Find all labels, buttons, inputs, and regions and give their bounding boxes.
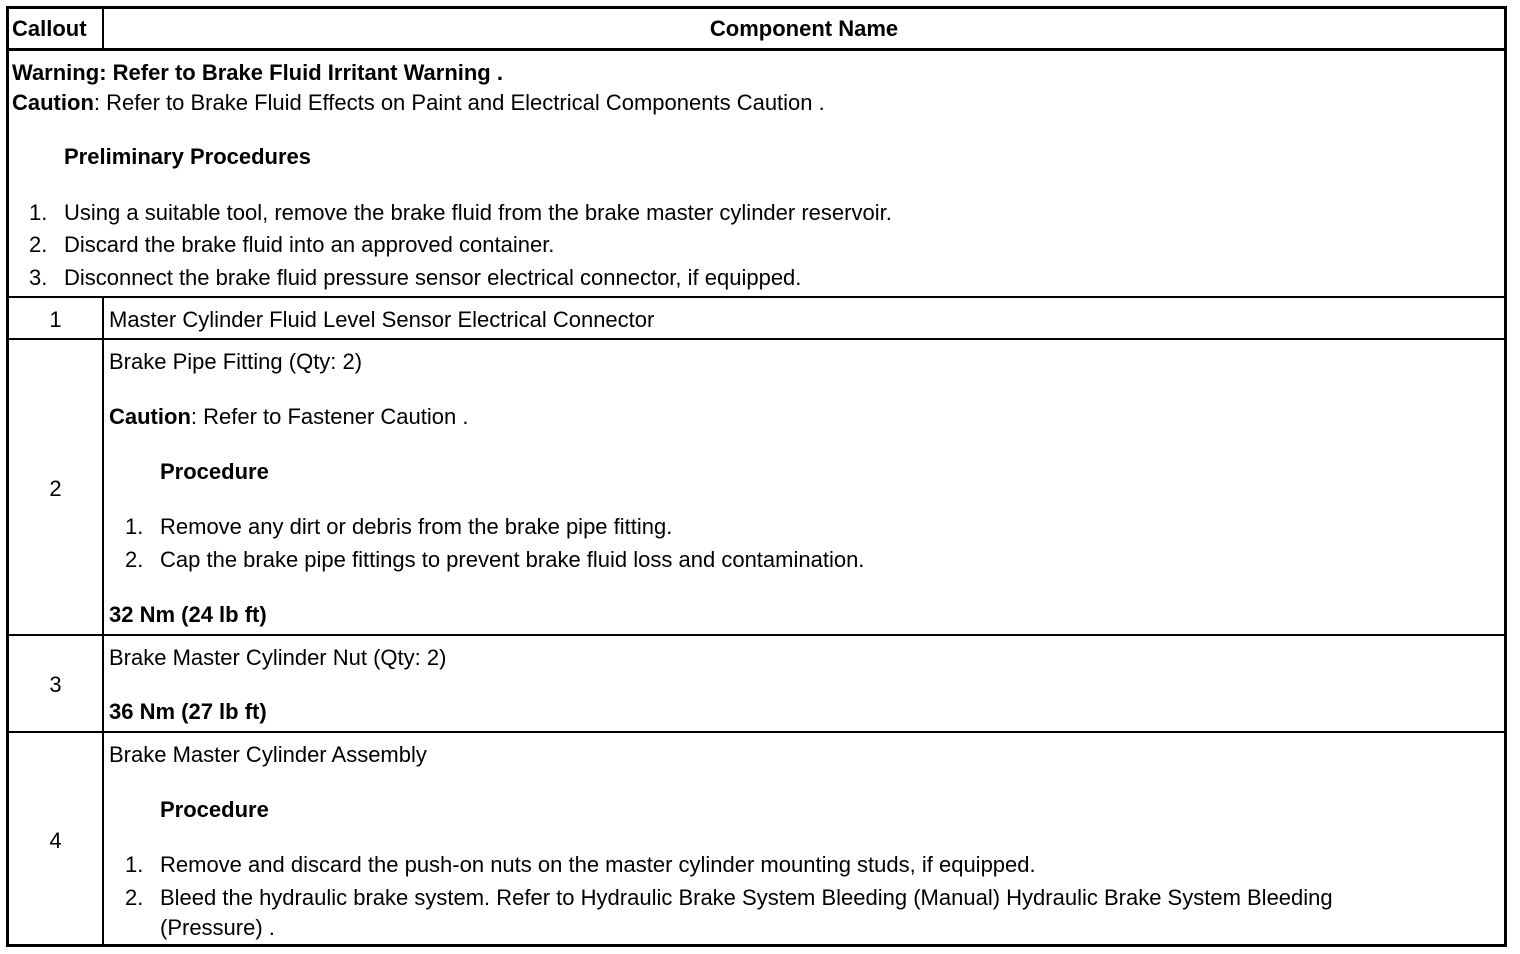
row-component-name: Brake Master Cylinder Nut (Qty: 2) — [109, 645, 447, 670]
torque-spec: 36 Nm (27 lb ft) — [109, 699, 267, 724]
warning-label: Warning — [12, 60, 100, 85]
procedure-step-text: Bleed the hydraulic brake system. Refer to Hydraulic Brake System Bleeding (Manual) Hydraulic Brake System Bleeding — [160, 885, 1333, 910]
procedure-step-continuation: (Pressure) . — [160, 915, 275, 940]
row-component-name: Brake Master Cylinder Assembly — [109, 742, 427, 767]
procedure-step-num: 2. — [125, 547, 144, 572]
prelim-step-num: 1. — [29, 200, 48, 225]
prelim-step-num: 3. — [29, 265, 48, 290]
column-divider — [102, 296, 104, 944]
prelim-title: Preliminary Procedures — [64, 144, 312, 169]
torque-spec: 32 Nm (24 lb ft) — [109, 602, 267, 627]
prelim-step-text: Using a suitable tool, remove the brake fluid from the brake master cylinder reservoir. — [64, 200, 892, 225]
procedure-step-text: Remove any dirt or debris from the brake pipe fitting. — [160, 514, 673, 539]
component-table — [6, 6, 1507, 947]
caution-label: Caution — [12, 90, 94, 115]
procedure-step-text: Cap the brake pipe fittings to prevent brake fluid loss and contamination. — [160, 547, 865, 572]
row-callout: 1 — [49, 307, 62, 332]
procedure-step-num: 2. — [125, 885, 144, 910]
header-component-name: Component Name — [709, 16, 899, 41]
caution-line — [12, 90, 825, 116]
procedure-title: Procedure — [160, 797, 269, 822]
prelim-step-num: 2. — [29, 232, 48, 257]
row-divider — [9, 731, 1504, 733]
row-callout: 2 — [49, 476, 62, 501]
prelim-step-text: Disconnect the brake fluid pressure sensor electrical connector, if equipped. — [64, 265, 802, 290]
warning-line — [12, 60, 503, 86]
row-callout: 3 — [49, 672, 62, 697]
header-divider — [9, 48, 1504, 51]
row-divider — [9, 338, 1504, 340]
row-caution-line — [109, 404, 468, 430]
procedure-title: Procedure — [160, 459, 269, 484]
procedure-step-num: 1. — [125, 852, 144, 877]
caution-label: Caution — [109, 404, 191, 429]
prelim-step-text: Discard the brake fluid into an approved container. — [64, 232, 555, 257]
procedure-step-text: Remove and discard the push-on nuts on the master cylinder mounting studs, if equipped. — [160, 852, 1036, 877]
row-component-name: Master Cylinder Fluid Level Sensor Electrical Connector — [109, 307, 655, 332]
procedure-step-num: 1. — [125, 514, 144, 539]
row-component-name: Brake Pipe Fitting (Qty: 2) — [109, 349, 363, 374]
caution-text: : Refer to Brake Fluid Effects on Paint and Electrical Components Caution . — [93, 90, 825, 115]
header-callout: Callout — [12, 16, 87, 41]
caution-text: : Refer to Fastener Caution . — [190, 404, 469, 429]
row-divider — [9, 634, 1504, 636]
row-callout: 4 — [49, 828, 62, 853]
warning-text: : Refer to Brake Fluid Irritant Warning . — [99, 60, 503, 85]
row-divider — [9, 296, 1504, 298]
